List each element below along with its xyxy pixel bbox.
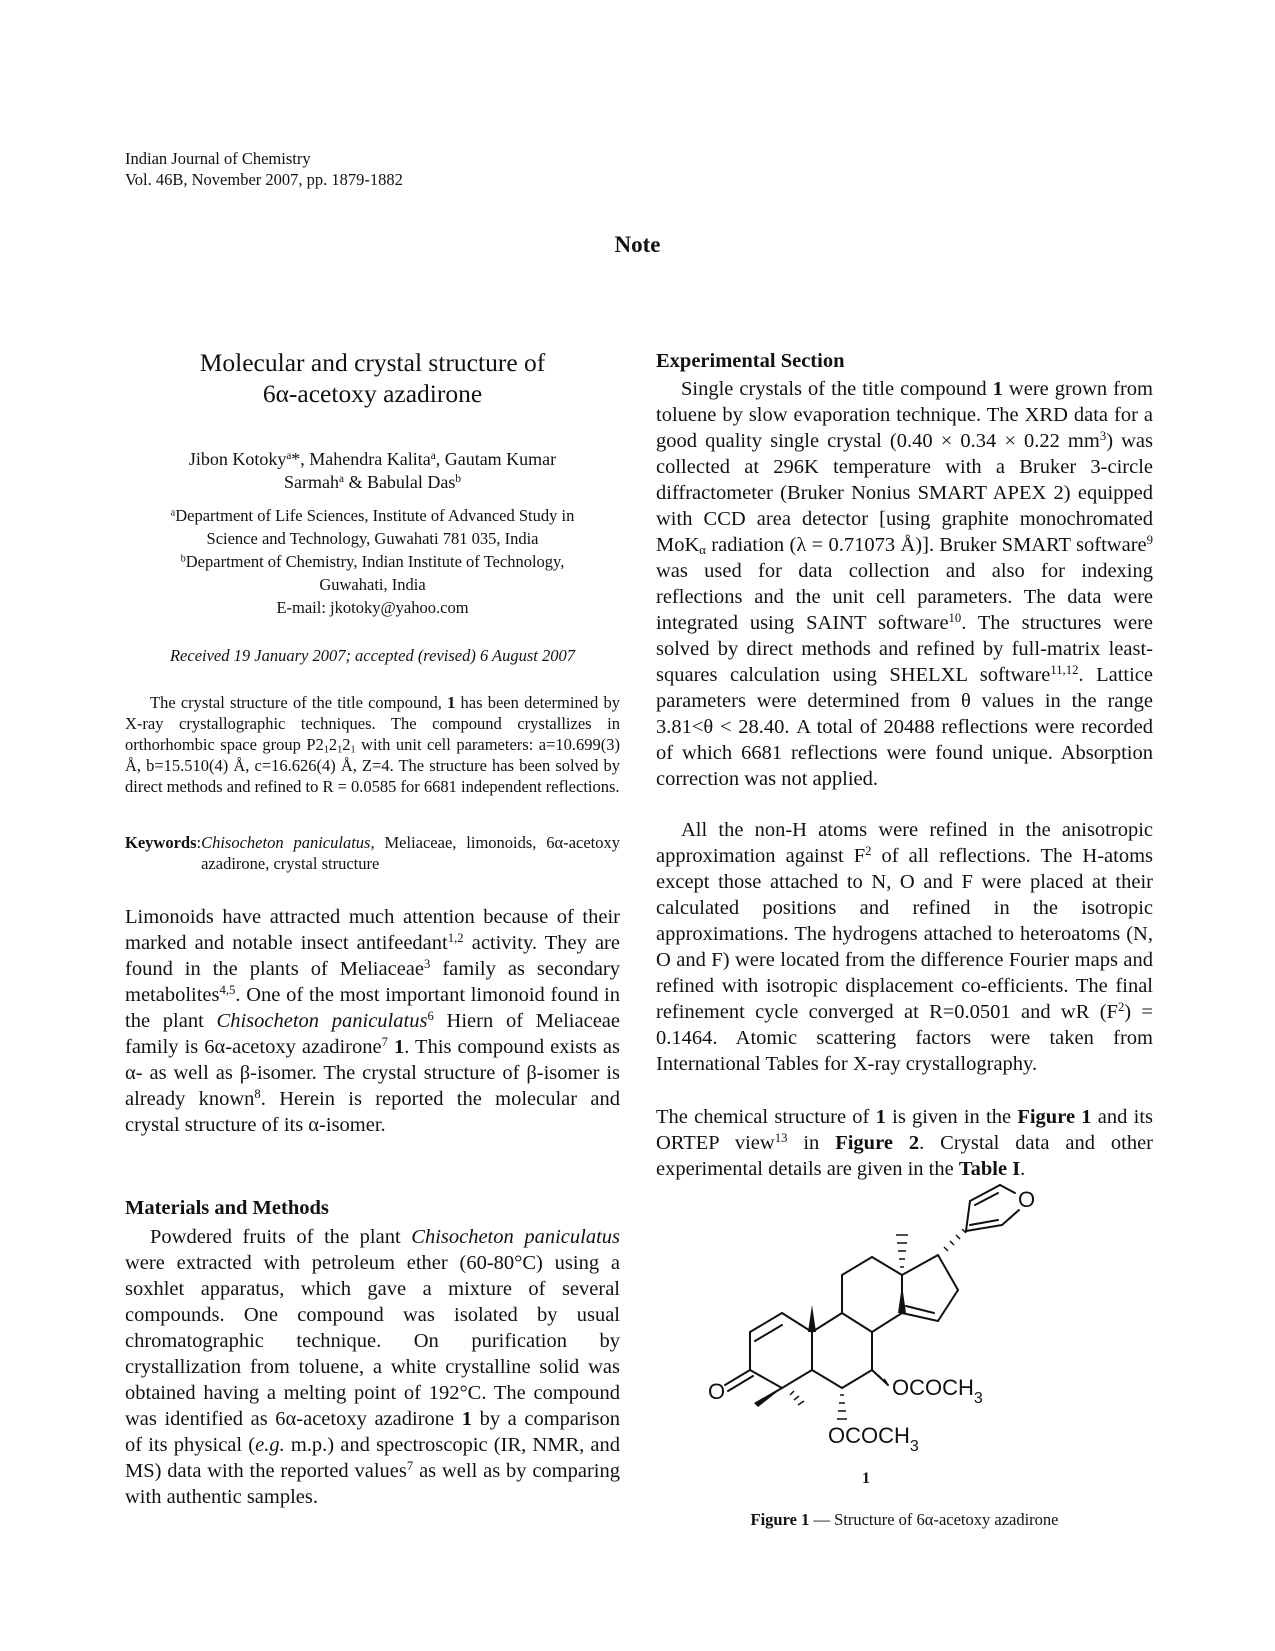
experimental-paragraph-1: Single crystals of the title compound 1 were grown from toluene by slow evaporation technique. The XRD data for a good quality single crystal (0.40 × 0.34 × 0.22 $mm^3$) was collected at 296K temperature with a Bruker 3-circle diffractometer (Bruker Nonius SMART APEX 2) equipped with CCD area detector [using graphite monochromated MoK$_\alpha$ radiation (λ = 0.71073 Å)]. Bruker SMART software$^9$ was used for data collection and also for indexing reflections and the unit cell parameters. The data were integrated using SAINT software$^{10}$. The structures were solved by direct methods and refined by full-matrix least-squares calculation using SHELXL software$^{11,12}$. Lattice parameters were determined from θ values in the range 3.81<θ < 28.40. A total of 20488 reflections were recorded of which 6681 reflections were found unique. Absorption correction was not applied. <box>656 378 1154 790</box>
keywords-label: Keywords: <box>125 833 202 852</box>
paper-title <box>125 347 620 409</box>
experimental-heading: Experimental Section <box>656 350 845 372</box>
figure-caption: Figure 1 — Structure of 6α-acetoxy azadirone <box>750 1510 1059 1529</box>
keywords-list: Chisocheton paniculatus, Meliaceae, limonoids, 6α-acetoxy azadirone, crystal structure <box>201 833 621 873</box>
affiliation-b: $^b$Department of Chemistry, Indian Institute of Technology, <box>180 552 565 571</box>
compound-number-label: 1 <box>862 1470 870 1487</box>
ketone-oxygen-label: O <box>708 1379 726 1404</box>
experimental-paragraph-3: The chemical structure of 1 is given in the Figure 1 and its ORTEP view$^{13}$ in Figure 2. Crystal data and other experimental details are given in the Table I. <box>656 1106 1154 1180</box>
abstract: The crystal structure of the title compound, 1 has been determined by X-ray crystallographic techniques. The compound crystallizes in orthorhombic space group $P2_12_12_1$ with unit cell parameters: a=10.699(3) Å, b=15.510(4) Å, c=16.626(4) Å, Z=4. The structure has been solved by direct methods and refined to R = 0.0585 for 6681 independent reflections. <box>125 693 620 796</box>
title-line-2: 6α-acetoxy azadirone <box>262 379 483 408</box>
materials-paragraph: Powdered fruits of the plant Chisocheton paniculatus were extracted with petroleum ether (60-80°C) using a soxhlet apparatus, which gave a mixture of several compounds. One compound was isolated by usual chromatographic technique. On purification by crystallization from toluene, a white crystalline solid was obtained having a melting point of 192°C. The compound was identified as 6α-acetoxy azadirone 1 by a comparison of its physical (e.g. m.p.) and spectroscopic (IR, NMR, and MS) data with the reported values$^7$ as well as by comparing with authentic samples. <box>125 1226 621 1508</box>
affiliations <box>125 504 620 619</box>
received-dates: Received 19 January 2007; accepted (revised) 6 August 2007 <box>169 646 576 665</box>
journal-volume: Vol. 46B, November 2007, pp. 1879-1882 <box>125 170 403 189</box>
journal-info <box>125 148 403 190</box>
chemical-structure-drawing <box>708 1187 1100 1500</box>
acetoxy-group-2-label: $OCOCH_3$ <box>828 1423 919 1455</box>
affiliation-b-line-2: Guwahati, India <box>319 575 426 594</box>
acetoxy-group-1-label: $OCOCH_3$ <box>892 1375 983 1407</box>
author-line-1: Jibon Kotoky$^a$*, Mahendra Kalita$^a$, Gautam Kumar <box>188 449 557 469</box>
affiliation-a: $^a$Department of Life Sciences, Institute of Advanced Study in <box>170 506 575 525</box>
section-label: Note <box>614 232 661 257</box>
introduction-paragraph: Limonoids have attracted much attention because of their marked and notable insect antifeedant$^{1,2}$ activity. They are found in the plants of Meliaceae$^3$ family as secondary metabolites$^{4,5}$. One of the most important limonoid found in the plant Chisocheton paniculatus$^6$ Hiern of Meliaceae family is 6α-acetoxy azadirone$^7$ 1. This compound exists as α- as well as β-isomer. The crystal structure of β-isomer is already known$^8$. Herein is reported the molecular and crystal structure of its α-isomer. <box>125 906 620 1136</box>
author-email: E-mail: jkotoky@yahoo.com <box>276 598 469 617</box>
structure-figure <box>708 1187 1100 1500</box>
affiliation-a-line-2: Science and Technology, Guwahati 781 035, India <box>206 529 539 548</box>
materials-heading: Materials and Methods <box>125 1197 329 1219</box>
title-line-1: Molecular and crystal structure of <box>199 348 546 377</box>
author-line-2: Sarmah$^a$ & Babulal Das$^b$ <box>284 472 461 492</box>
furan-oxygen-label: O <box>1018 1187 1036 1212</box>
experimental-paragraph-2: All the non-H atoms were refined in the anisotropic approximation against $F^2$ of all reflections. The H-atoms except those attached to N, O and F were placed at their calculated positions and refined in the isotropic approximations. The hydrogens attached to heteroatoms (N, O and F) were located from the difference Fourier maps and refined with isotropic displacement co-efficients. The final refinement cycle converged at R=0.0501 and wR $(F^2) = 0.1464$. Atomic scattering factors were taken from International Tables for X-ray crystallography. <box>656 819 1153 1075</box>
keywords <box>125 832 620 874</box>
author-list <box>125 448 620 494</box>
journal-name: Indian Journal of Chemistry <box>125 149 311 168</box>
